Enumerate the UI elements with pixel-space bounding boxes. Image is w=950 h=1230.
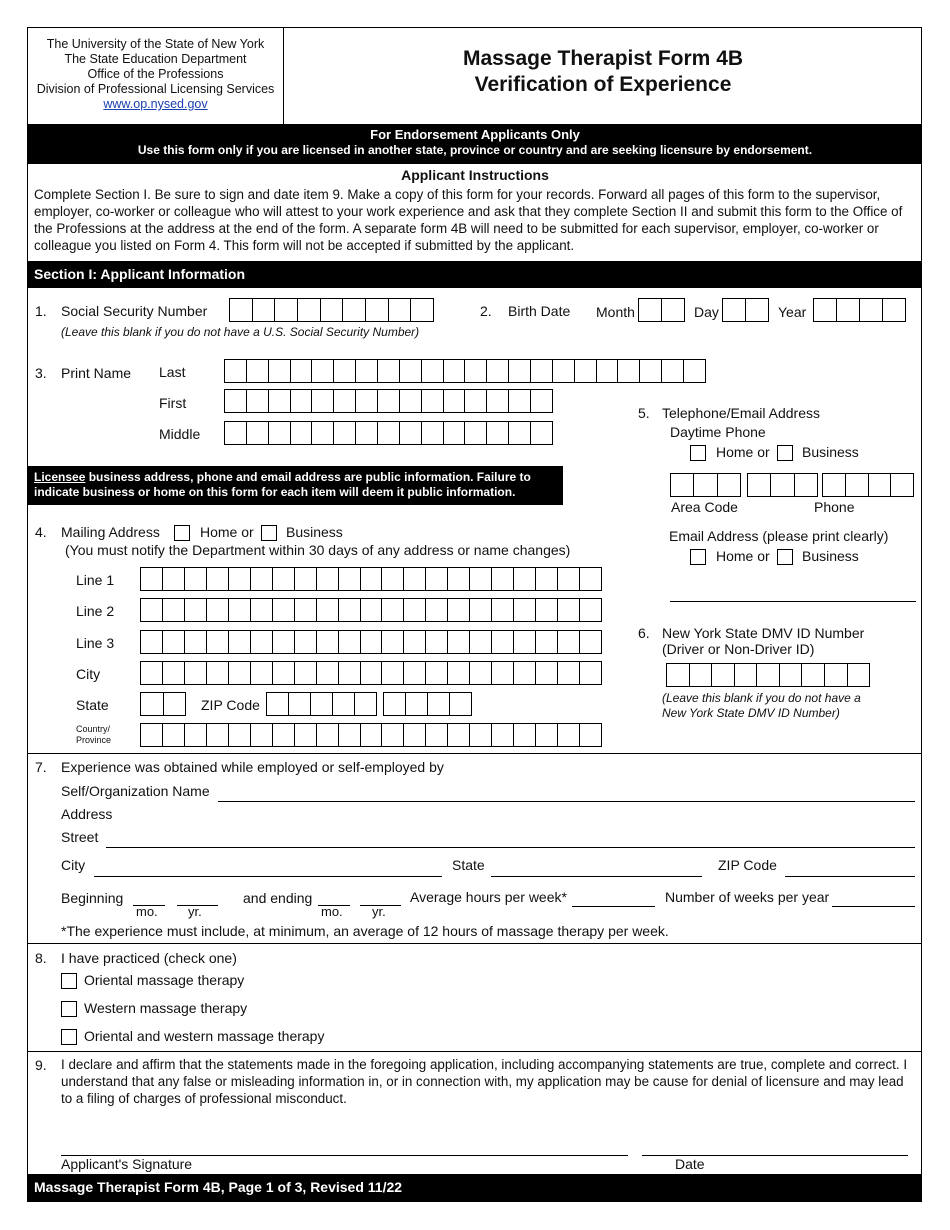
phone-prefix-input[interactable] (747, 473, 818, 497)
notice-licensee: Licensee (34, 470, 86, 484)
address-change-note: (You must notify the Department within 30 days of any address or name changes) (65, 542, 571, 558)
employer-zip-label: ZIP Code (718, 857, 777, 873)
org-name-input[interactable] (218, 801, 915, 802)
item1-number: 1. (35, 303, 47, 319)
divider (27, 943, 922, 944)
signature-label: Applicant's Signature (61, 1156, 193, 1172)
city-label: City (76, 666, 101, 682)
agency-link[interactable]: www.op.nysed.gov (103, 97, 208, 111)
phone-business-checkbox[interactable] (777, 445, 793, 461)
western-checkbox[interactable] (61, 1001, 77, 1017)
state-label: State (76, 697, 109, 713)
area-code-input[interactable] (670, 473, 741, 497)
org-name-label: Self/Organization Name (61, 783, 210, 799)
line3-label: Line 3 (76, 635, 115, 651)
agency-line: Office of the Professions (87, 67, 224, 81)
line1-label: Line 1 (76, 572, 115, 588)
street-label: Street (61, 829, 99, 845)
zip-input[interactable] (266, 692, 377, 716)
beginning-mo-label: mo. (136, 904, 158, 919)
country-label-line2: Province (76, 735, 112, 745)
phone-label: Phone (814, 499, 855, 515)
birth-day-input[interactable] (722, 298, 769, 322)
area-code-label: Area Code (671, 499, 738, 515)
employer-state-input[interactable] (491, 876, 702, 877)
practiced-label: I have practiced (check one) (61, 950, 237, 966)
instructions-title: Applicant Instructions (401, 167, 549, 183)
birth-date-label: Birth Date (508, 303, 571, 319)
first-name-input[interactable] (224, 389, 553, 413)
print-name-label: Print Name (61, 365, 132, 381)
form-title-line1: Massage Therapist Form 4B (462, 47, 744, 70)
phone-home-checkbox[interactable] (690, 445, 706, 461)
agency-line: The University of the State of New York (46, 37, 265, 51)
item7-number: 7. (35, 759, 47, 775)
footer-bar (28, 1174, 922, 1202)
experience-footnote: *The experience must include, at minimum, an average of 12 hours of massage therapy per week. (61, 923, 669, 939)
oriental-label: Oriental massage therapy (84, 972, 245, 988)
oriental-western-label: Oriental and western massage therapy (84, 1028, 325, 1044)
item4-number: 4. (35, 524, 47, 540)
email-business-label: Business (802, 548, 859, 564)
weeks-label: Number of weeks per year (665, 889, 830, 905)
notice-line1 (34, 470, 563, 485)
ending-label: and ending (243, 890, 313, 906)
middle-name-label: Middle (159, 426, 201, 442)
beginning-yr-label: yr. (188, 904, 202, 919)
country-label (76, 724, 111, 746)
month-label: Month (596, 304, 635, 320)
date-label: Date (675, 1156, 705, 1172)
middle-name-input[interactable] (224, 421, 553, 445)
item6-number: 6. (638, 625, 650, 641)
first-name-label: First (159, 395, 187, 411)
email-home-checkbox[interactable] (690, 549, 706, 565)
last-name-input[interactable] (224, 359, 706, 383)
agency-line: The State Education Department (64, 52, 247, 66)
ending-yr-label: yr. (372, 904, 386, 919)
hours-input[interactable] (572, 906, 655, 907)
address-line1-input[interactable] (140, 567, 602, 591)
section1-header (28, 261, 922, 288)
phone-home-label: Home or (716, 444, 770, 460)
item2-number: 2. (480, 303, 492, 319)
footer-text: Massage Therapist Form 4B, Page 1 of 3, Revised 11/22 (34, 1179, 403, 1195)
email-home-label: Home or (716, 548, 770, 564)
item5-number: 5. (638, 405, 650, 421)
dmv-note-line2: New York State DMV ID Number) (662, 706, 840, 720)
declaration-text: I declare and affirm that the statements made in the foregoing application, including accompanying statements are true, complete and correct. I understand that any false or misleading information in, or in connection with, my application may be cause for denial of licensure and may lead to a filing of charges of professional misconduct. (61, 1057, 908, 1106)
divider (27, 753, 922, 754)
oriental-checkbox[interactable] (61, 973, 77, 989)
form-title (285, 46, 921, 98)
agency-header (28, 28, 284, 124)
item9-number: 9. (35, 1057, 47, 1073)
email-label: Email Address (please print clearly) (669, 528, 889, 544)
line2-label: Line 2 (76, 603, 115, 619)
public-info-notice (28, 466, 563, 505)
item3-number: 3. (35, 365, 47, 381)
oriental-western-checkbox[interactable] (61, 1029, 77, 1045)
form-title-line2: Verification of Experience (474, 73, 732, 96)
ending-mo-label: mo. (321, 904, 343, 919)
email-input[interactable] (670, 601, 916, 602)
dmv-id-input[interactable] (666, 663, 870, 687)
banner-subtitle: Use this form only if you are licensed in another state, province or country and are seeking licensure by endorsement. (137, 143, 813, 157)
agency-line: Division of Professional Licensing Services (36, 82, 275, 96)
dmv-note-line1: (Leave this blank if you do not have a (662, 691, 861, 705)
employer-state-label: State (452, 857, 485, 873)
telephone-email-label: Telephone/Email Address (662, 405, 820, 421)
weeks-input[interactable] (832, 906, 915, 907)
dmv-id-note (662, 691, 861, 721)
mailing-home-checkbox[interactable] (174, 525, 190, 541)
zip-extension-input[interactable] (383, 692, 472, 716)
phone-number-input[interactable] (822, 473, 914, 497)
day-label: Day (694, 304, 719, 320)
ssn-label: Social Security Number (61, 303, 208, 319)
section1-title: Section I: Applicant Information (34, 266, 246, 282)
birth-month-input[interactable] (638, 298, 685, 322)
dmv-id-label: New York State DMV ID Number (662, 625, 865, 641)
street-input[interactable] (106, 847, 915, 848)
address-line3-input[interactable] (140, 630, 602, 654)
country-label-line1: Country/ (76, 724, 111, 734)
divider (27, 1051, 922, 1052)
beginning-label: Beginning (61, 890, 124, 906)
hours-label: Average hours per week* (410, 889, 567, 905)
country-input[interactable] (140, 723, 602, 747)
dmv-id-sublabel: (Driver or Non-Driver ID) (662, 641, 815, 657)
notice-line1-rest: business address, phone and email address are public information. Failure to (85, 470, 531, 484)
notice-line2: indicate business or home on this form for each item will deem it public information. (34, 485, 516, 499)
mailing-address-label: Mailing Address (61, 524, 160, 540)
birth-year-input[interactable] (813, 298, 906, 322)
mailing-home-label: Home or (200, 524, 254, 540)
item8-number: 8. (35, 950, 47, 966)
endorsement-banner (28, 124, 922, 164)
address-line2-input[interactable] (140, 598, 602, 622)
daytime-phone-label: Daytime Phone (670, 424, 766, 440)
ssn-input[interactable] (229, 298, 434, 322)
instructions-body: Complete Section I. Be sure to sign and date item 9. Make a copy of this form for your records. Forward all pages of this form to the supervisor, employer, co-worker or colleague who will attest to your work experience and ask that they complete Section II and submit this form to the Office of the Professions at the address at the end of the form. A separate form 4B will need to be submitted for each supervisor, employer, co-worker or colleague you listed on Form 4. This form will not be accepted if submitted by the applicant. (34, 187, 903, 253)
ssn-note: (Leave this blank if you do not have a U.S. Social Security Number) (61, 325, 420, 339)
address-label: Address (61, 806, 113, 822)
western-label: Western massage therapy (84, 1000, 248, 1016)
mailing-business-checkbox[interactable] (261, 525, 277, 541)
employer-city-label: City (61, 857, 86, 873)
year-label: Year (778, 304, 807, 320)
mailing-business-label: Business (286, 524, 343, 540)
employer-zip-input[interactable] (785, 876, 915, 877)
email-business-checkbox[interactable] (777, 549, 793, 565)
phone-business-label: Business (802, 444, 859, 460)
banner-title: For Endorsement Applicants Only (370, 127, 580, 142)
state-input[interactable] (140, 692, 186, 716)
last-name-label: Last (159, 364, 186, 380)
zip-label: ZIP Code (201, 697, 260, 713)
employment-label: Experience was obtained while employed or self-employed by (61, 759, 444, 775)
employer-city-input[interactable] (94, 876, 442, 877)
city-input[interactable] (140, 661, 602, 685)
